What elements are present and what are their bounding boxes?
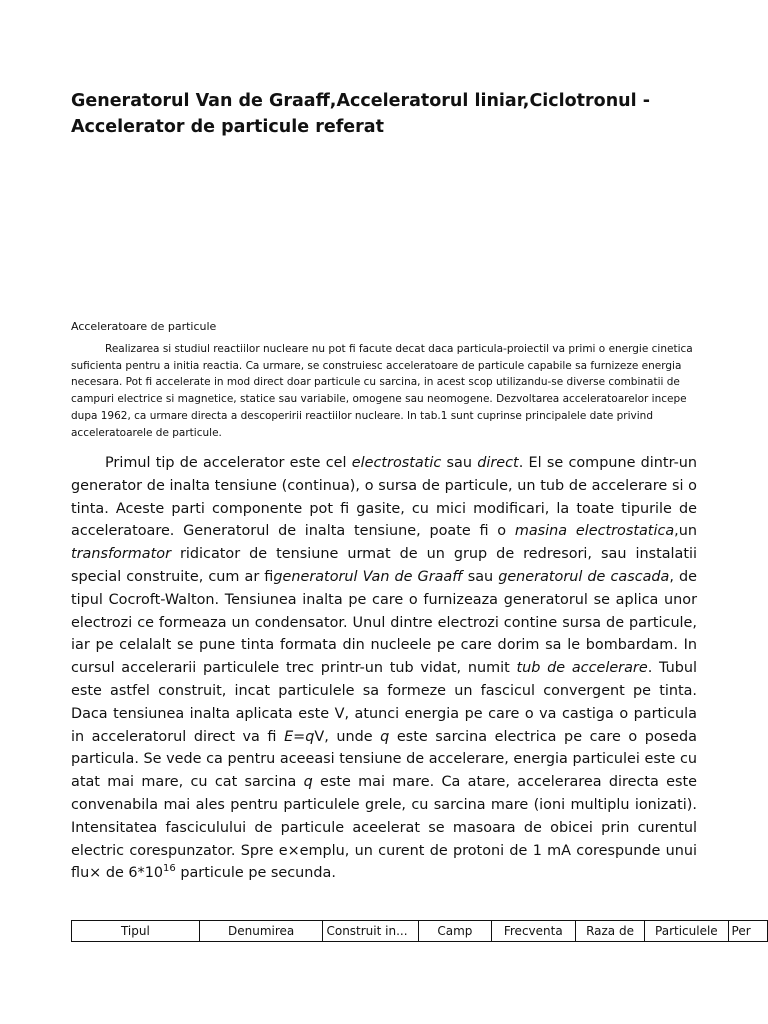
- italic-term: q: [303, 774, 313, 791]
- table-header-cell: Denumirea: [199, 921, 323, 942]
- body-text-segment: este sarcina electrica pe care o poseda particula. Se vede ca pentru aceeasi tensiune de accelerare, energia particulei este cu atat mai mare, cu cat sarcina: [71, 728, 697, 791]
- body-text-segment: Primul tip de accelerator este cel: [105, 455, 352, 471]
- italic-term: E=q: [284, 728, 315, 745]
- italic-term: q: [380, 728, 390, 745]
- body-text-block: [71, 452, 697, 885]
- body-text-segment: , de tipul Cocroft-Walton. Tensiunea inalta pe care o furnizeaza generatorul se aplica unor electrozi ce formeaza un condensator. Unul dintre electrozi contine sursa de particule, iar pe celalalt se pune tinta formata din nucleele pe care dorim sa le bombardam. In cursul accelerarii particulele trec printr-un tub vidat, numit: [71, 568, 697, 677]
- table-header-cell: Construit in...: [323, 921, 419, 942]
- table-header-cell: Particulele: [645, 921, 728, 942]
- document-title: Generatorul Van de Graaff,Acceleratorul liniar,Ciclotronul - Accelerator de particule referat: [71, 91, 650, 137]
- italic-term: masina electrostatica: [514, 523, 675, 540]
- body-text-segment: V, unde: [314, 728, 381, 745]
- body-text-segment: . Tubul este astfel construit, incat particulele sa formeze un fascicul convergent pe tinta. Daca tensiunea inalta aplicata este V, atunci energia pe care o va castiga o particula in acceleratorul direct va fi: [71, 660, 697, 745]
- italic-term: tub de accelerare: [516, 660, 648, 677]
- body-text-segment: ,un: [674, 523, 697, 540]
- superscript-text: 16: [163, 863, 176, 875]
- italic-term: generatorul Van de Graaff: [273, 568, 463, 585]
- body-paragraph: [71, 452, 697, 885]
- italic-term: direct: [477, 455, 519, 471]
- body-text-segment: . El se compune dintr-un generator de inalta tensiune (continua), o sursa de particule, un tub de accelerare si o tinta. Aceste parti componente pot fi gasite, cu mici modificari, la toate tipurile de acceleratoare. Generatorul de inalta tensiune, poate fi o: [71, 455, 697, 540]
- intro-paragraph-block: [71, 341, 697, 441]
- italic-term: generatorul de cascada: [498, 568, 670, 585]
- body-text-segment: sau: [441, 455, 478, 471]
- section-heading: Acceleratoare de particule: [71, 320, 217, 333]
- table-header-cell: Frecventa: [491, 921, 575, 942]
- italic-term: transformator: [71, 546, 171, 563]
- table-header-cell: Per: [728, 921, 767, 942]
- body-text-segment: ridicator de tensiune urmat de un grup de redresori, sau instalatii special construite, cum ar fi: [71, 546, 697, 585]
- table-header-cell: Raza de: [575, 921, 644, 942]
- table-header-row: [72, 921, 768, 942]
- body-text-segment: sau: [462, 568, 499, 585]
- accelerator-data-table: [71, 920, 768, 942]
- body-text-segment: particule pe secunda.: [175, 865, 336, 882]
- table-header-cell: Camp: [419, 921, 492, 942]
- intro-paragraph: Realizarea si studiul reactiilor nucleare nu pot fi facute decat daca particula-proiectil va primi o energie cinetica suficienta pentru a initia reactia. Ca urmare, se construiesc acceleratoare de particule capabile sa furnizeze energia necesara. Pot fi accelerate in mod direct doar particule cu sarcina, in acest scop utilizandu-se diverse combinatii de campuri electrice si magnetice, statice sau variabile, omogene sau neomogene. Dezvoltarea acceleratoarelor incepe dupa 1962, ca urmare directa a descoperirii reactiilor nucleare. In tab.1 sunt cuprinse principalele date privind acceleratoarele de particule.: [71, 343, 693, 439]
- body-text-segment: este mai mare. Ca atare, accelerarea directa este convenabila mai ales pentru particulele grele, cu sarcina mare (ioni multiplu ionizati). Intensitatea fasciculului de particule aceelerat se masoara de obicei prin curentul electric corespunzator. Spre e×emplu, un curent de protoni de 1 mA corespunde unui flu× de 6*10: [71, 774, 697, 882]
- italic-term: electrostatic: [351, 455, 442, 471]
- table-header-cell: Tipul: [72, 921, 200, 942]
